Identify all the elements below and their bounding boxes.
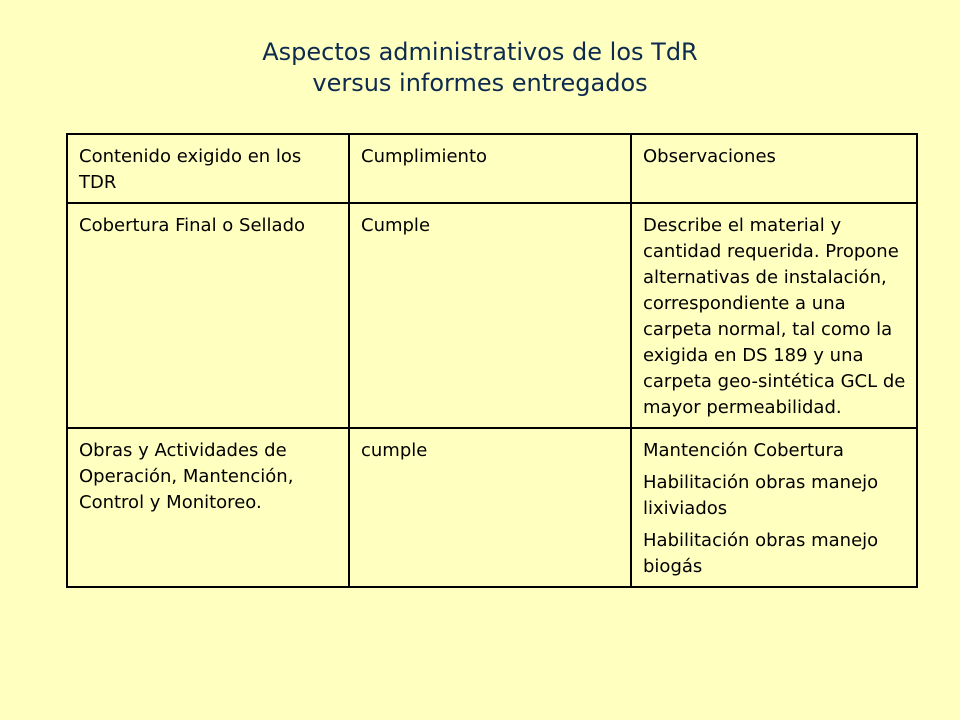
observation-text: Habilitación obras manejo lixiviados	[643, 472, 879, 519]
title-line-2: versus informes entregados	[312, 69, 648, 97]
observation-text: Describe el material y cantidad requerida. Propone alternativas de instalación, correspondiente a una carpeta normal, tal como la exigida en DS 189 y una carpeta geo-sintética GCL de mayor permeabilidad.	[643, 215, 906, 418]
cell-observaciones	[631, 203, 917, 428]
header-observaciones: Observaciones	[631, 134, 917, 203]
table-row	[67, 203, 917, 428]
slide-title	[0, 37, 960, 99]
table-header-row	[67, 134, 917, 203]
observation-text: Mantención Cobertura	[643, 440, 844, 461]
title-line-1: Aspectos administrativos de los TdR	[262, 38, 698, 66]
observation-text: Habilitación obras manejo biogás	[643, 530, 879, 577]
cell-contenido: Cobertura Final o Sellado	[67, 203, 349, 428]
cell-contenido: Obras y Actividades de Operación, Mantención, Control y Monitoreo.	[67, 428, 349, 587]
cell-cumplimiento: Cumple	[349, 203, 631, 428]
header-cumplimiento: Cumplimiento	[349, 134, 631, 203]
table-row	[67, 428, 917, 587]
cell-observaciones	[631, 428, 917, 587]
cell-cumplimiento: cumple	[349, 428, 631, 587]
compliance-table	[66, 133, 918, 588]
header-contenido: Contenido exigido en los TDR	[67, 134, 349, 203]
